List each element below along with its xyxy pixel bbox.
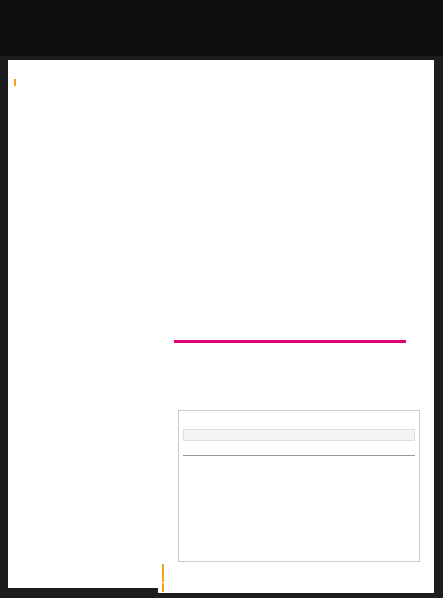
- column-1: [14, 78, 159, 90]
- title-underline: [174, 340, 406, 343]
- page-number: [421, 574, 427, 586]
- column-2: [165, 78, 288, 83]
- highlight: [14, 79, 16, 86]
- bullet-dot: [424, 579, 427, 582]
- doc-note: [183, 429, 415, 441]
- paragraph: [14, 78, 159, 88]
- doc-table-header: [183, 447, 415, 456]
- sidebar-box: [158, 300, 434, 593]
- header-bar: [0, 0, 443, 56]
- article-body: [8, 60, 434, 588]
- caption-highlight: [162, 564, 164, 573]
- image-caption: [162, 564, 432, 592]
- questionnaire-image: [178, 410, 420, 562]
